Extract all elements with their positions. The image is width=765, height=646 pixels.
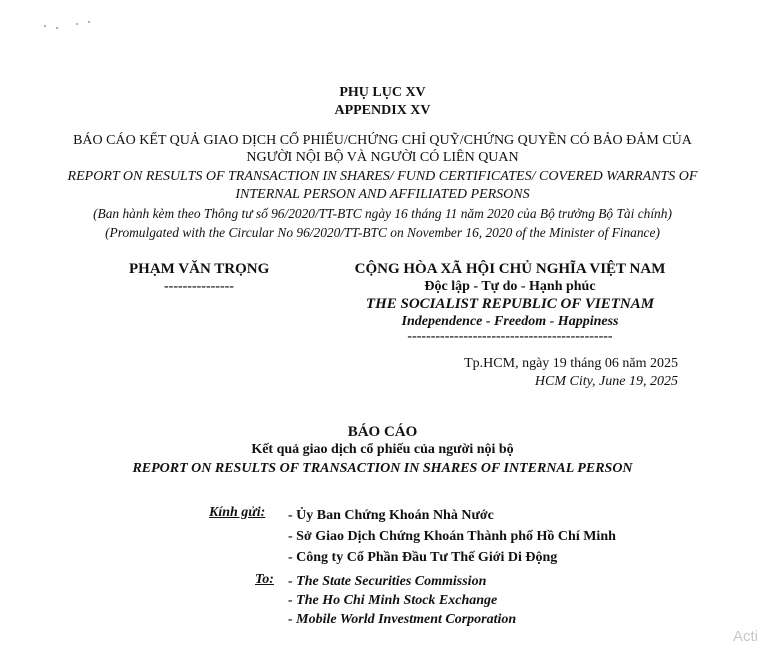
recipient-item: - The Ho Chi Minh Stock Exchange — [288, 593, 498, 608]
national-header — [330, 261, 690, 344]
recipient-item: - The State Securities Commission — [288, 574, 487, 589]
recipients-list-vi — [288, 505, 616, 568]
recipient-item: - Sở Giao Dịch Chứng Khoán Thành phố Hồ Chí Minh — [288, 529, 616, 544]
report-title: BÁO CÁO — [347, 424, 418, 440]
scan-specks — [38, 20, 98, 30]
form-title-vi-line1: BÁO CÁO KẾT QUẢ GIAO DỊCH CỔ PHIẾU/CHỨNG CHỈ QUỸ/CHỨNG QUYỀN CÓ BẢO ĐẢM CỦA — [73, 133, 692, 148]
report-subtitle-en: REPORT ON RESULTS OF TRANSACTION IN SHARES OF INTERNAL PERSON — [132, 461, 633, 476]
recipient-item: - Mobile World Investment Corporation — [288, 612, 517, 627]
date-vi: Tp.HCM, ngày 19 tháng 06 năm 2025 — [464, 356, 678, 371]
form-title-en-line2: INTERNAL PERSON AND AFFILIATED PERSONS — [235, 187, 530, 202]
report-subtitle-vi: Kết quả giao dịch cổ phiếu của người nội bộ — [251, 442, 514, 457]
republic-title-en: THE SOCIALIST REPUBLIC OF VIETNAM — [365, 296, 655, 312]
circular-reference-en: (Promulgated with the Circular No 96/2020/TT-BTC on November 16, 2020 of the Minister of Finance) — [105, 225, 660, 240]
recipients-label-en: To: — [255, 572, 274, 587]
recipient-item: - Công ty Cổ Phần Đầu Tư Thế Giới Di Động — [288, 550, 558, 565]
recipient-item: - Ủy Ban Chứng Khoán Nhà Nước — [288, 508, 494, 523]
activation-watermark: Acti — [733, 628, 759, 645]
form-title-vi-line2: NGƯỜI NỘI BỘ VÀ NGƯỜI CÓ LIÊN QUAN — [246, 150, 519, 165]
recipients-list-en — [288, 572, 516, 629]
recipients-label-vi: Kính gửi: — [209, 505, 266, 520]
date-en: HCM City, June 19, 2025 — [534, 374, 678, 389]
republic-title-vi: CỘNG HÒA XÃ HỘI CHỦ NGHĨA VIỆT NAM — [354, 261, 666, 277]
motto-vi: Độc lập - Tự do - Hạnh phúc — [424, 279, 596, 294]
circular-reference-vi: (Ban hành kèm theo Thông tư số 96/2020/TT-BTC ngày 16 tháng 11 năm 2020 của Bộ trưởng Bộ Tài chính) — [93, 206, 672, 221]
appendix-label-vi: PHỤ LỤC XV — [339, 85, 426, 100]
reporter-rule: --------------- — [164, 279, 234, 294]
motto-en: Independence - Freedom - Happiness — [401, 314, 619, 329]
appendix-label-en: APPENDIX XV — [334, 103, 431, 118]
national-rule: -------------------------------------------- — [407, 329, 613, 344]
reporter-name: PHẠM VĂN TRỌNG — [129, 261, 270, 277]
form-title-en-line1: REPORT ON RESULTS OF TRANSACTION IN SHARES/ FUND CERTIFICATES/ COVERED WARRANTS OF — [67, 169, 698, 184]
